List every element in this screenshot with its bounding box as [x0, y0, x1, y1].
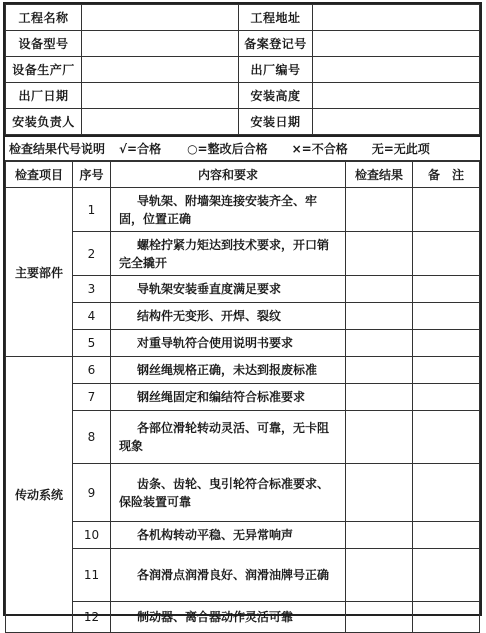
remark-cell[interactable]	[413, 276, 480, 303]
remark-cell[interactable]	[413, 549, 480, 602]
info-row	[6, 57, 480, 83]
manufacture-date-field[interactable]	[82, 83, 239, 109]
column-header-row	[6, 162, 480, 188]
result-code-legend	[5, 135, 480, 161]
project-address-field[interactable]	[313, 5, 480, 31]
row-number: 8	[73, 411, 111, 464]
info-row	[6, 109, 480, 135]
installation-height-label: 安装高度	[239, 83, 313, 109]
column-header-result: 检查结果	[346, 162, 413, 188]
section-transmission-system: 传动系统	[6, 357, 73, 633]
table-row	[6, 276, 480, 303]
row-number: 11	[73, 549, 111, 602]
row-number: 12	[73, 602, 111, 633]
row-requirement: 导轨架、附墙架连接安装齐全、牢固，位置正确	[111, 188, 346, 232]
row-requirement: 齿条、齿轮、曳引轮符合标准要求、保险装置可靠	[111, 464, 346, 522]
registration-number-field[interactable]	[313, 31, 480, 57]
result-cell[interactable]	[346, 464, 413, 522]
result-cell[interactable]	[346, 276, 413, 303]
legend-not-applicable: 无=无此项	[371, 142, 430, 156]
table-row	[6, 464, 480, 522]
row-requirement: 结构件无变形、开焊、裂纹	[111, 303, 346, 330]
row-number: 10	[73, 522, 111, 549]
row-requirement: 制动器、离合器动作灵活可靠	[111, 602, 346, 633]
remark-cell[interactable]	[413, 188, 480, 232]
remark-cell[interactable]	[413, 602, 480, 633]
legend-pass-after-fix: ○=整改后合格	[187, 142, 268, 156]
column-header-item: 检查项目	[6, 162, 73, 188]
remark-cell[interactable]	[413, 411, 480, 464]
manufacture-date-label: 出厂日期	[6, 83, 82, 109]
table-row	[6, 384, 480, 411]
serial-number-field[interactable]	[313, 57, 480, 83]
inspection-form	[3, 2, 482, 624]
result-cell[interactable]	[346, 384, 413, 411]
result-cell[interactable]	[346, 602, 413, 633]
result-cell[interactable]	[346, 522, 413, 549]
column-header-content: 内容和要求	[111, 162, 346, 188]
row-number: 3	[73, 276, 111, 303]
project-address-label: 工程地址	[239, 5, 313, 31]
installation-date-field[interactable]	[313, 109, 480, 135]
result-cell[interactable]	[346, 303, 413, 330]
installation-date-label: 安装日期	[239, 109, 313, 135]
inspection-table	[5, 161, 480, 633]
result-cell[interactable]	[346, 357, 413, 384]
remark-cell[interactable]	[413, 303, 480, 330]
legend-title: 检查结果代号说明	[9, 142, 106, 156]
table-row	[6, 303, 480, 330]
table-row	[6, 357, 480, 384]
row-requirement: 各润滑点润滑良好、润滑油牌号正确	[111, 549, 346, 602]
remark-cell[interactable]	[413, 232, 480, 276]
installer-field[interactable]	[82, 109, 239, 135]
result-cell[interactable]	[346, 232, 413, 276]
equipment-model-label: 设备型号	[6, 31, 82, 57]
table-row	[6, 330, 480, 357]
remark-cell[interactable]	[413, 357, 480, 384]
table-row	[6, 549, 480, 602]
info-row	[6, 83, 480, 109]
info-row	[6, 5, 480, 31]
column-header-no: 序号	[73, 162, 111, 188]
remark-cell[interactable]	[413, 330, 480, 357]
info-row	[6, 31, 480, 57]
installer-label: 安装负责人	[6, 109, 82, 135]
result-cell[interactable]	[346, 411, 413, 464]
row-requirement: 钢丝绳固定和编结符合标准要求	[111, 384, 346, 411]
remark-cell[interactable]	[413, 384, 480, 411]
row-number: 4	[73, 303, 111, 330]
row-requirement: 各机构转动平稳、无异常响声	[111, 522, 346, 549]
table-row	[6, 522, 480, 549]
row-number: 1	[73, 188, 111, 232]
row-requirement: 钢丝绳规格正确，未达到报废标准	[111, 357, 346, 384]
remark-cell[interactable]	[413, 464, 480, 522]
legend-pass: √=合格	[119, 142, 162, 156]
row-requirement: 各部位滑轮转动灵活、可靠，无卡阻现象	[111, 411, 346, 464]
project-name-label: 工程名称	[6, 5, 82, 31]
row-requirement: 螺栓拧紧力矩达到技术要求，开口销完全撬开	[111, 232, 346, 276]
table-row	[6, 188, 480, 232]
row-number: 6	[73, 357, 111, 384]
manufacturer-field[interactable]	[82, 57, 239, 83]
row-requirement: 导轨架安装垂直度满足要求	[111, 276, 346, 303]
result-cell[interactable]	[346, 188, 413, 232]
table-row	[6, 232, 480, 276]
table-row	[6, 602, 480, 633]
column-header-remark: 备 注	[413, 162, 480, 188]
section-main-components: 主要部件	[6, 188, 73, 357]
serial-number-label: 出厂编号	[239, 57, 313, 83]
row-requirement: 对重导轨符合使用说明书要求	[111, 330, 346, 357]
row-number: 5	[73, 330, 111, 357]
equipment-info-table	[5, 4, 480, 135]
remark-cell[interactable]	[413, 522, 480, 549]
row-number: 7	[73, 384, 111, 411]
manufacturer-label: 设备生产厂	[6, 57, 82, 83]
row-number: 9	[73, 464, 111, 522]
installation-height-field[interactable]	[313, 83, 480, 109]
result-cell[interactable]	[346, 549, 413, 602]
registration-number-label: 备案登记号	[239, 31, 313, 57]
table-row	[6, 411, 480, 464]
equipment-model-field[interactable]	[82, 31, 239, 57]
result-cell[interactable]	[346, 330, 413, 357]
legend-fail: ×=不合格	[291, 142, 348, 156]
project-name-field[interactable]	[82, 5, 239, 31]
row-number: 2	[73, 232, 111, 276]
